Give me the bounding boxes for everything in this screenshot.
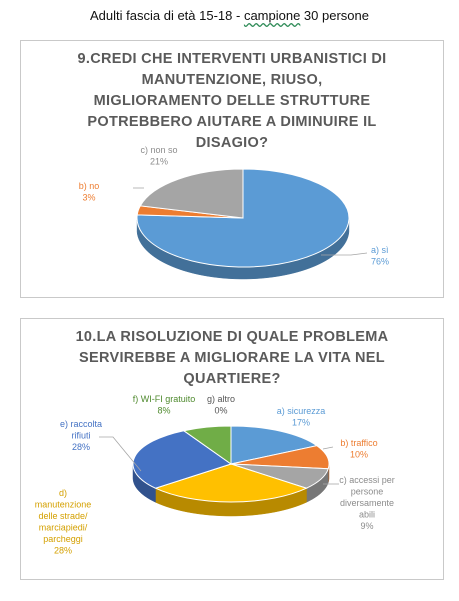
slice-percent: 0%	[214, 405, 228, 416]
slice-percent: 8%	[157, 405, 171, 416]
slice-label-line: diversamente	[339, 498, 395, 508]
chart-panel-question-9	[20, 40, 444, 298]
slice-label-line: c) accessi per	[339, 475, 395, 485]
header-text-before: Adulti fascia di età 15-18 -	[90, 8, 244, 23]
slice-percent: 21%	[149, 156, 169, 167]
header-text-underlined: campione	[243, 8, 301, 23]
chart-title-line: 10.LA RISOLUZIONE DI QUALE PROBLEMA	[75, 329, 389, 345]
leader-line	[323, 447, 333, 449]
slice-label-line: b) no	[78, 181, 100, 191]
chart-panel-question-10	[20, 318, 444, 580]
slice-label-line: a) sicurezza	[276, 406, 326, 416]
slice-percent: 28%	[71, 442, 91, 452]
slice-label	[371, 245, 389, 267]
slice-label-line: e) raccolta	[59, 419, 103, 429]
slice-percent: 76%	[371, 256, 390, 267]
slice-label-line: rifiuti	[71, 430, 91, 441]
slice-percent: 28%	[53, 545, 73, 556]
chart-title-line: 9.CREDI CHE INTERVENTI URBANISTICI DI	[77, 51, 387, 67]
page-header	[0, 8, 459, 23]
slice-label-line: d)	[58, 488, 68, 498]
chart-title-line: MIGLIORAMENTO DELLE STRUTTURE	[93, 93, 371, 109]
slice-label-line: delle strade/	[38, 511, 88, 521]
chart-title-line: DISAGIO?	[195, 135, 269, 151]
slice-label-line: c) non so	[140, 145, 178, 155]
slice-label-line: a) sì	[371, 245, 389, 255]
slice-percent: 10%	[349, 449, 369, 460]
slice-label-line: persone	[350, 486, 384, 497]
slice-label	[35, 488, 92, 556]
slice-label	[140, 145, 177, 167]
slice-label	[277, 406, 326, 428]
slice-label	[207, 394, 235, 416]
slice-label	[340, 438, 377, 460]
slice-label	[133, 394, 196, 416]
slice-percent: 3%	[82, 192, 96, 203]
slice-percent: 9%	[360, 521, 374, 531]
slice-label-line: b) traffico	[340, 438, 378, 448]
slice-label-line: marciapiedi/	[38, 522, 88, 533]
slice-label-line: f) WI-FI gratuito	[132, 394, 196, 404]
slice-label	[60, 419, 102, 452]
header-text-after: 30 persone	[300, 8, 369, 23]
slice-label-line: abili	[358, 509, 376, 520]
slice-label	[339, 475, 395, 531]
slice-label-line: manutenzione	[34, 499, 92, 510]
pie-chart-question-10	[21, 319, 445, 581]
slice-label-line: g) altro	[206, 394, 236, 404]
slice-label	[79, 181, 100, 203]
chart-title-line: SERVIREBBE A MIGLIORARE LA VITA NEL	[79, 350, 385, 366]
slice-percent: 17%	[291, 417, 311, 428]
chart-title-line: MANUTENZIONE, RIUSO,	[141, 72, 323, 88]
pie-chart-question-9	[21, 41, 445, 299]
slice-label-line: parcheggi	[43, 534, 83, 544]
chart-title-line: QUARTIERE?	[183, 371, 281, 387]
chart-title-line: POTREBBERO AIUTARE A DIMINUIRE IL	[87, 114, 377, 130]
